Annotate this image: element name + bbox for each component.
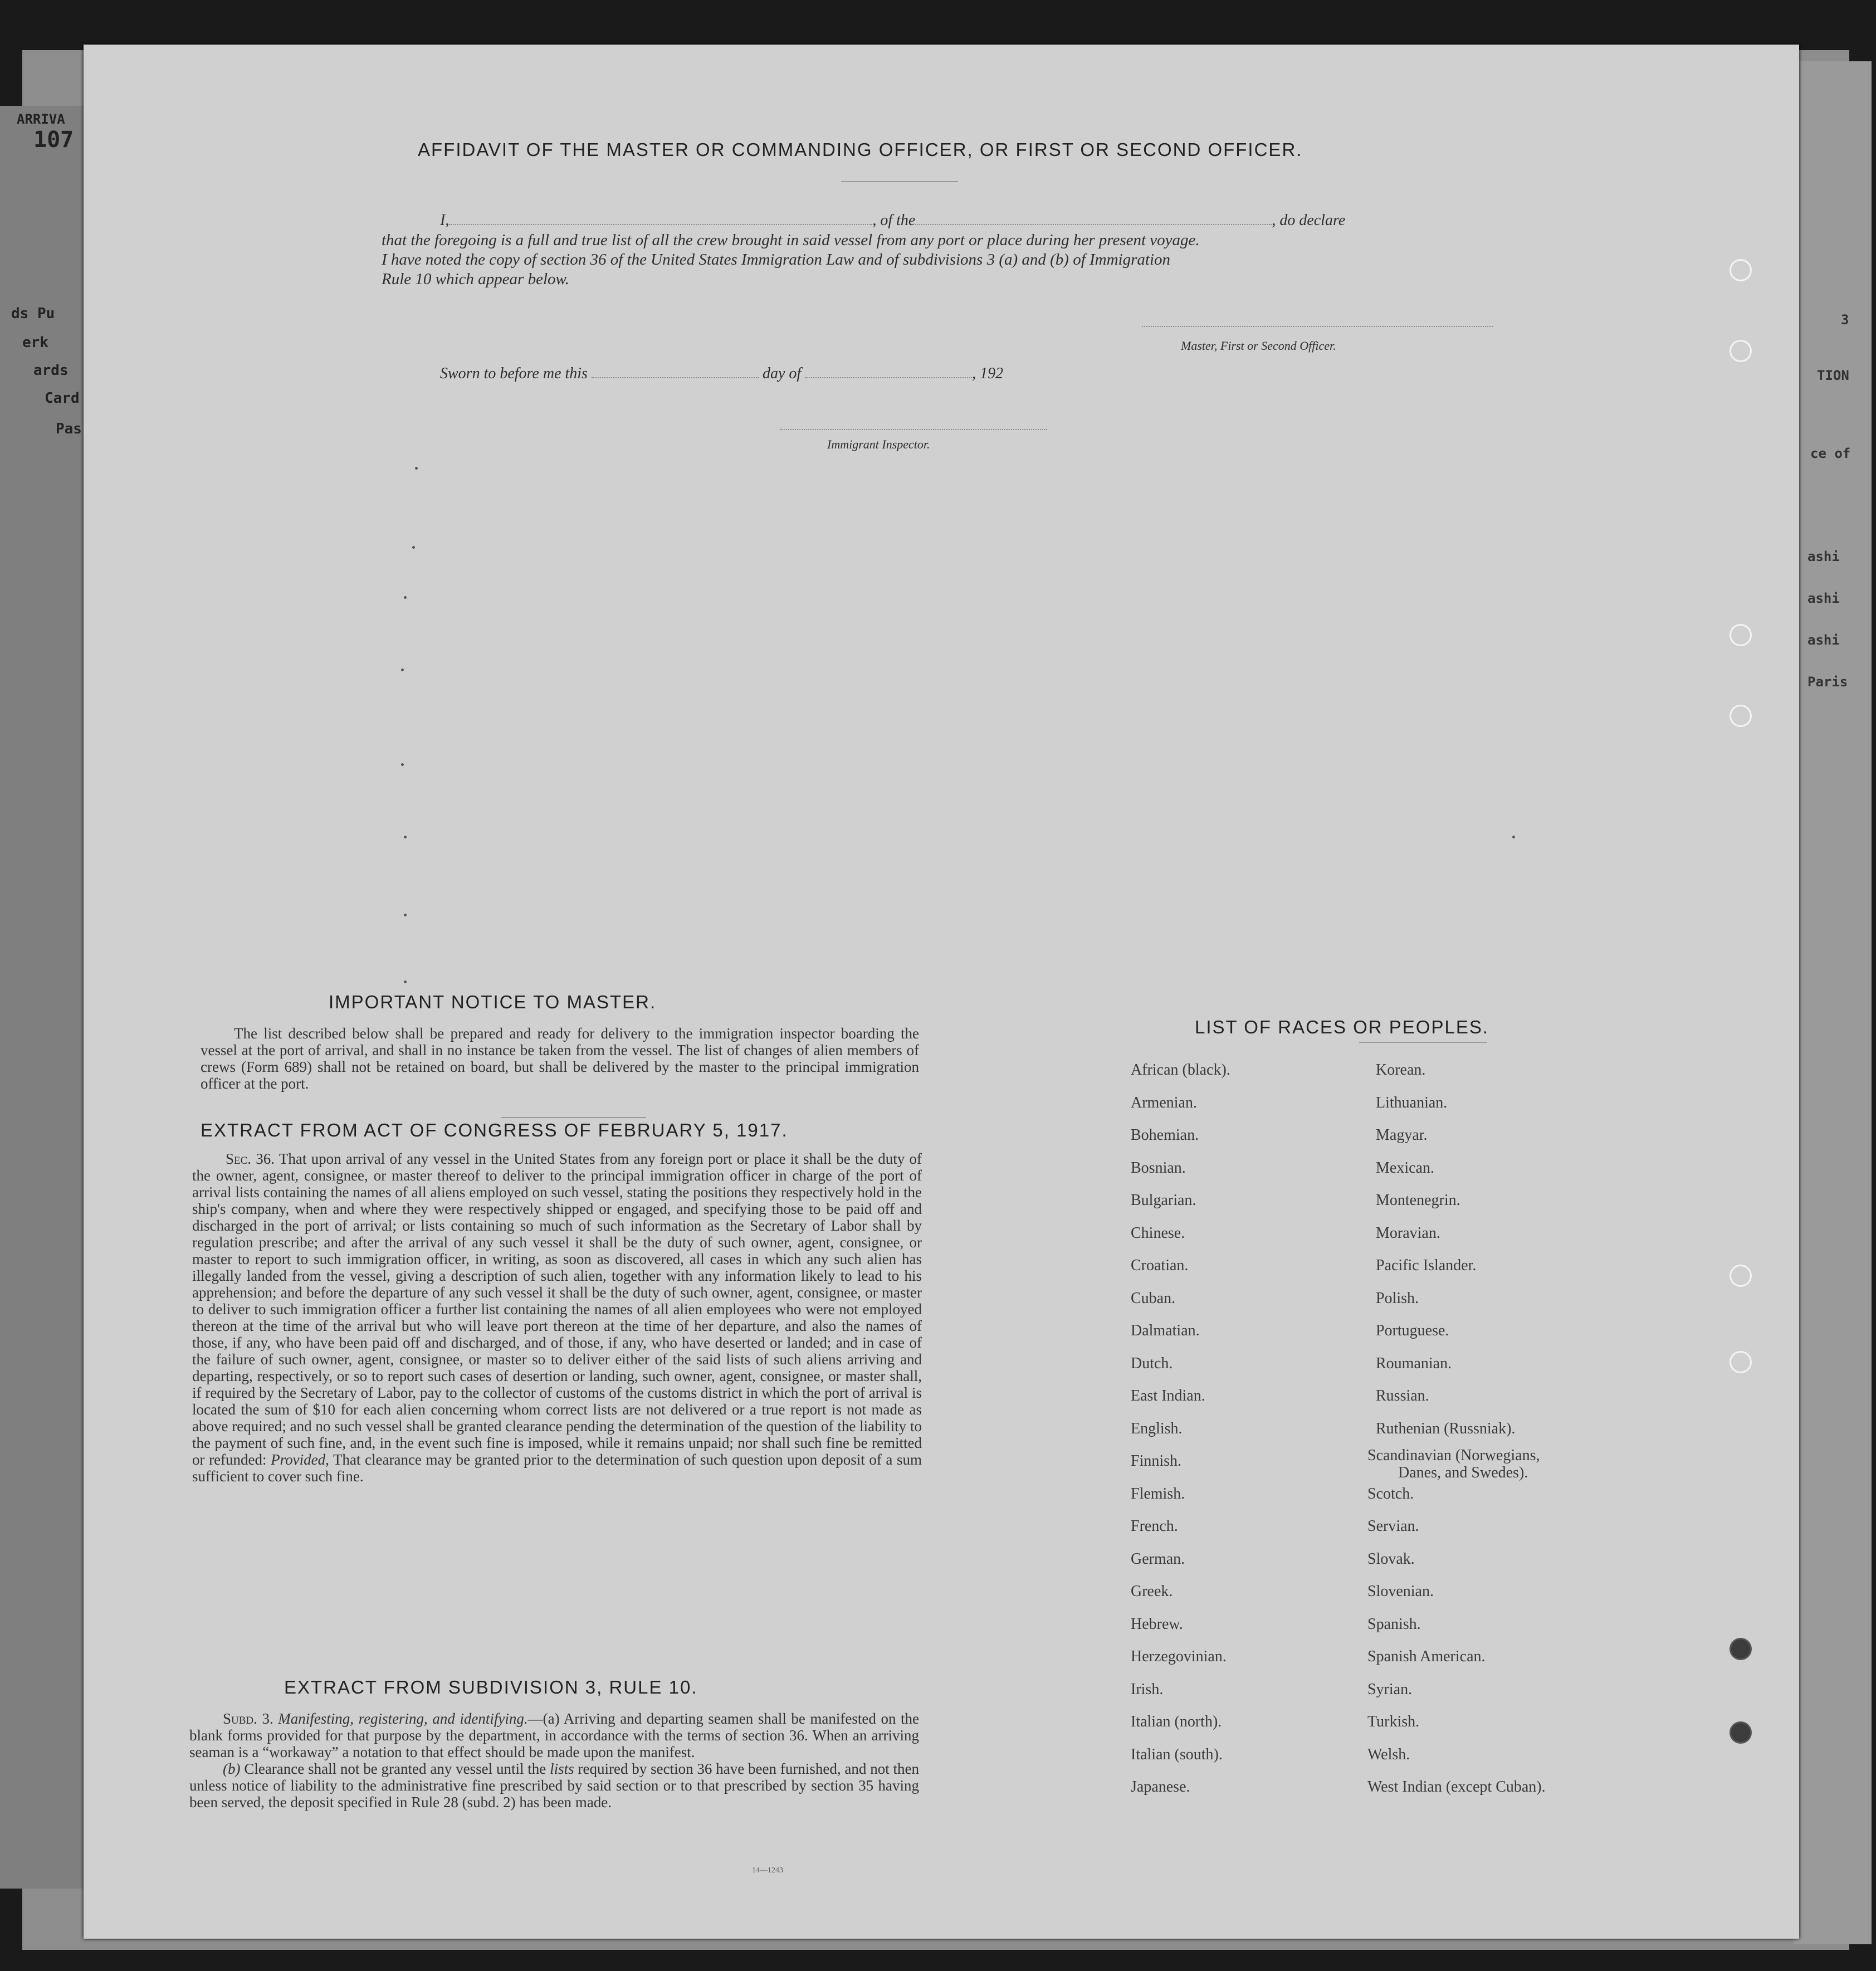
- punch-hole: [1730, 340, 1752, 362]
- race-item: Flemish.: [1131, 1485, 1185, 1502]
- arrival-label: ARRIVA: [17, 111, 65, 127]
- month-field[interactable]: [805, 377, 972, 378]
- notice-text: The list described below shall be prepared and ready for delivery to the immigration inspector boarding the vessel at the port of arrival, and shall in no instance be taken from the vessel. The list of changes of alien members of crews (Form 689) shall not be retained on board, but shall be delivered by the master to the principal immigration officer at the port.: [201, 1025, 919, 1092]
- race-item: Syrian.: [1367, 1680, 1413, 1698]
- punch-hole-filled: [1730, 1721, 1752, 1744]
- race-item: Montenegrin.: [1376, 1192, 1460, 1209]
- affidavit-line2: that the foregoing is a full and true list of all the crew brought in said vessel from any port or place during her present voyage.: [382, 231, 1200, 249]
- race-item: Cuban.: [1131, 1289, 1176, 1307]
- rule-paragraph-b: [189, 1760, 919, 1811]
- race-item: Roumanian.: [1376, 1354, 1452, 1372]
- arrival-number: 107: [33, 127, 74, 153]
- race-item: Bosnian.: [1131, 1159, 1186, 1177]
- inspector-signature-caption: Immigrant Inspector.: [827, 437, 930, 451]
- race-item: West Indian (except Cuban).: [1367, 1778, 1546, 1796]
- punch-hole-filled: [1730, 1638, 1752, 1660]
- race-item: English.: [1131, 1419, 1183, 1437]
- race-item: Finnish.: [1131, 1452, 1182, 1470]
- left-fragment: erk: [22, 334, 48, 351]
- race-item: Portuguese.: [1376, 1322, 1449, 1339]
- race-item: Scotch.: [1367, 1485, 1414, 1502]
- right-fragment: ashi: [1807, 549, 1840, 564]
- rule-paragraph-a: [189, 1710, 919, 1760]
- form-code: 14—1243: [752, 1866, 783, 1875]
- left-fragment: Pas: [56, 421, 82, 437]
- ink-dot: [404, 836, 407, 838]
- right-fragment: Paris: [1807, 674, 1848, 690]
- race-item: Chinese.: [1131, 1224, 1185, 1242]
- notice-title: IMPORTANT NOTICE TO MASTER.: [329, 992, 657, 1012]
- race-item: Moravian.: [1376, 1224, 1440, 1242]
- extract-rule-text: [189, 1710, 919, 1811]
- i-label: I,: [440, 212, 450, 229]
- declare-label: , do declare: [1272, 212, 1346, 229]
- ink-dot: [415, 467, 418, 470]
- race-item: Croatian.: [1131, 1257, 1189, 1274]
- year-label: , 192: [972, 365, 1004, 382]
- right-fragment: 3: [1841, 312, 1849, 328]
- day-field[interactable]: [592, 377, 759, 378]
- name-field[interactable]: [449, 224, 872, 225]
- para-b-text-1: Clearance shall not be granted any vessel until the: [244, 1760, 546, 1777]
- of-the-label: , of the: [872, 212, 916, 229]
- left-fragment: ards: [33, 362, 69, 379]
- race-item: Armenian.: [1131, 1094, 1197, 1111]
- section-body: That upon arrival of any vessel in the United States from any foreign port or place it shall be the duty of the owner, agent, consignee, or master thereof to deliver to the principal immigration officer in charge of the port of arrival lists containing the names of all aliens employed on such vessel, stating the positions they respectively hold in the ship's company, when and where they were respectively shipped or engaged, and specifying those to be paid off and discharged in the port of arrival; or lists containing so much of such information as the Secretary of Labor shall by regulation prescribe; and after the arrival of any such vessel it shall be the duty of such owner, agent, consignee, or master to report to such immigration officer, in writing, as soon as discovered, all cases in which any such alien has illegally landed from the vessel, giving a description of such alien, together with any information likely to lead to his apprehension; and before the departure of any such vessel it shall be the duty of such owner, agent, consignee, or master to deliver to such immigration officer a further list containing the names of all alien employees who were not employed thereon at the time of the arrival but who will leave port thereon at the time of her departure, and also the names of those, if any, who have been paid off and discharged, and of those, if any, who have deserted or landed; and in case of the failure of such owner, agent, consignee, or master so to deliver either of the said lists of such aliens arriving and departing, respectively, or so to report such cases of desertion or landing, such owner, agent, consignee, or master shall, if required by the Secretary of Labor, pay to the collector of customs of the customs district in which the port of arrival is located the sum of $10 for each alien concerning whom correct lists are not delivered or a true report is not made as above required; and no such vessel shall be granted clearance pending the determination of the question of the liability to the payment of such fine, and, in the event such fine is imposed, while it remains unpaid; nor shall such fine be remitted or refunded:: [192, 1150, 922, 1468]
- race-item: Bohemian.: [1131, 1126, 1199, 1144]
- race-item: German.: [1131, 1550, 1185, 1568]
- race-item-continuation: Danes, and Swedes).: [1398, 1464, 1528, 1481]
- race-item: Scandinavian (Norwegians,: [1367, 1447, 1540, 1464]
- race-item: Russian.: [1376, 1387, 1429, 1404]
- affidavit-page: [84, 45, 1799, 1939]
- para-b-lists: lists: [550, 1760, 574, 1777]
- underlying-sheet-right: [1794, 61, 1872, 1944]
- title-rule: [841, 181, 958, 182]
- ink-dot: [404, 596, 407, 599]
- subd-title: Manifesting, registering, and identifying.: [278, 1710, 528, 1727]
- race-item: Mexican.: [1376, 1159, 1434, 1177]
- extract-act-title: EXTRACT FROM ACT OF CONGRESS OF FEBRUARY 5, 1917.: [201, 1120, 788, 1140]
- race-item: Ruthenian (Russniak).: [1376, 1419, 1516, 1437]
- affidavit-line4: Rule 10 which appear below.: [382, 270, 569, 288]
- punch-hole: [1730, 705, 1752, 727]
- race-item: Slovak.: [1367, 1550, 1415, 1568]
- punch-hole: [1730, 1351, 1752, 1373]
- ink-dot: [404, 914, 407, 916]
- race-item: Welsh.: [1367, 1745, 1410, 1763]
- race-item: Slovenian.: [1367, 1583, 1434, 1600]
- left-fragment: ds Pu: [11, 305, 55, 322]
- ink-dot: [404, 980, 407, 983]
- ink-dot: [1512, 836, 1515, 838]
- affidavit-title: AFFIDAVIT OF THE MASTER OR COMMANDING OFFICER, OR FIRST OR SECOND OFFICER.: [418, 139, 1303, 160]
- para-b-marker: (b): [223, 1760, 241, 1777]
- notice-rule: [501, 1117, 646, 1118]
- race-item: Servian.: [1367, 1518, 1419, 1535]
- race-item: Greek.: [1131, 1583, 1173, 1600]
- subd-label: Subd. 3.: [223, 1710, 273, 1727]
- race-item: Italian (north).: [1131, 1713, 1222, 1730]
- right-fragment: ce of: [1810, 446, 1851, 461]
- race-item: Lithuanian.: [1376, 1094, 1448, 1111]
- inspector-signature-field[interactable]: [780, 429, 1047, 430]
- races-rule: [1359, 1042, 1487, 1043]
- race-item: Herzegovinian.: [1131, 1648, 1227, 1665]
- section-label: Sec. 36.: [226, 1150, 275, 1167]
- punch-hole: [1730, 1265, 1752, 1287]
- race-item: Irish.: [1131, 1680, 1164, 1698]
- right-fragment: ashi: [1807, 591, 1840, 606]
- punch-hole: [1730, 259, 1752, 281]
- right-fragment: TION: [1817, 368, 1849, 383]
- master-signature-caption: Master, First or Second Officer.: [1181, 339, 1336, 353]
- master-signature-field[interactable]: [1142, 326, 1493, 327]
- race-item: Turkish.: [1367, 1713, 1420, 1730]
- punch-hole: [1730, 624, 1752, 646]
- race-item: Dutch.: [1131, 1354, 1173, 1372]
- right-fragment: ashi: [1807, 632, 1840, 648]
- ink-dot: [401, 669, 404, 671]
- race-item: French.: [1131, 1518, 1178, 1535]
- race-item: Hebrew.: [1131, 1615, 1183, 1633]
- race-item: Italian (south).: [1131, 1745, 1223, 1763]
- race-item: East Indian.: [1131, 1387, 1205, 1404]
- race-item: African (black).: [1131, 1061, 1230, 1079]
- section-body-end: That clearance may be granted prior to the determination of such question upon deposit of a sum sufficient to cover such fine.: [192, 1451, 922, 1485]
- sworn-label: Sworn to before me this: [440, 365, 588, 382]
- race-item: Pacific Islander.: [1376, 1257, 1477, 1274]
- race-item: Japanese.: [1131, 1778, 1190, 1796]
- race-item: Spanish American.: [1367, 1648, 1486, 1665]
- sworn-line: [440, 365, 1003, 383]
- para-b-text-2: required by section 36 have been furnished, and not then unless notice of liability to the administrative fine prescribed by said section or to that prescribed by section 35 having been served, the deposit specified in Rule 28 (subd. 2) has been made.: [189, 1760, 920, 1811]
- race-item: Dalmatian.: [1131, 1322, 1200, 1339]
- ink-dot: [401, 763, 404, 766]
- vessel-field[interactable]: [915, 224, 1272, 225]
- race-item: Magyar.: [1376, 1126, 1428, 1144]
- left-fragment: Card: [45, 390, 80, 407]
- affidavit-line1: [440, 212, 1345, 230]
- extract-act-text: [192, 1150, 922, 1485]
- races-title: LIST OF RACES OR PEOPLES.: [1195, 1017, 1489, 1037]
- affidavit-line3: I have noted the copy of section 36 of the United States Immigration Law and of subdivisions 3 (a) and (b) of Immigration: [382, 251, 1171, 269]
- para-a-marker: —(a): [527, 1710, 560, 1727]
- race-item: Korean.: [1376, 1061, 1426, 1079]
- ink-dot: [412, 546, 415, 549]
- para-a-text: Arriving and departing seamen shall be manifested on the blank forms provided for that purpose by the department, in accordance with the terms of section 36. When an arriving seaman is a “workaway” a notation to that effect should be made upon the manifest.: [189, 1710, 919, 1760]
- race-item: Polish.: [1376, 1289, 1419, 1307]
- race-item: Bulgarian.: [1131, 1192, 1196, 1209]
- extract-rule-title: EXTRACT FROM SUBDIVISION 3, RULE 10.: [284, 1677, 698, 1697]
- provided-label: Provided,: [271, 1451, 329, 1468]
- race-item: Spanish.: [1367, 1615, 1421, 1633]
- day-of-label: day of: [762, 365, 802, 382]
